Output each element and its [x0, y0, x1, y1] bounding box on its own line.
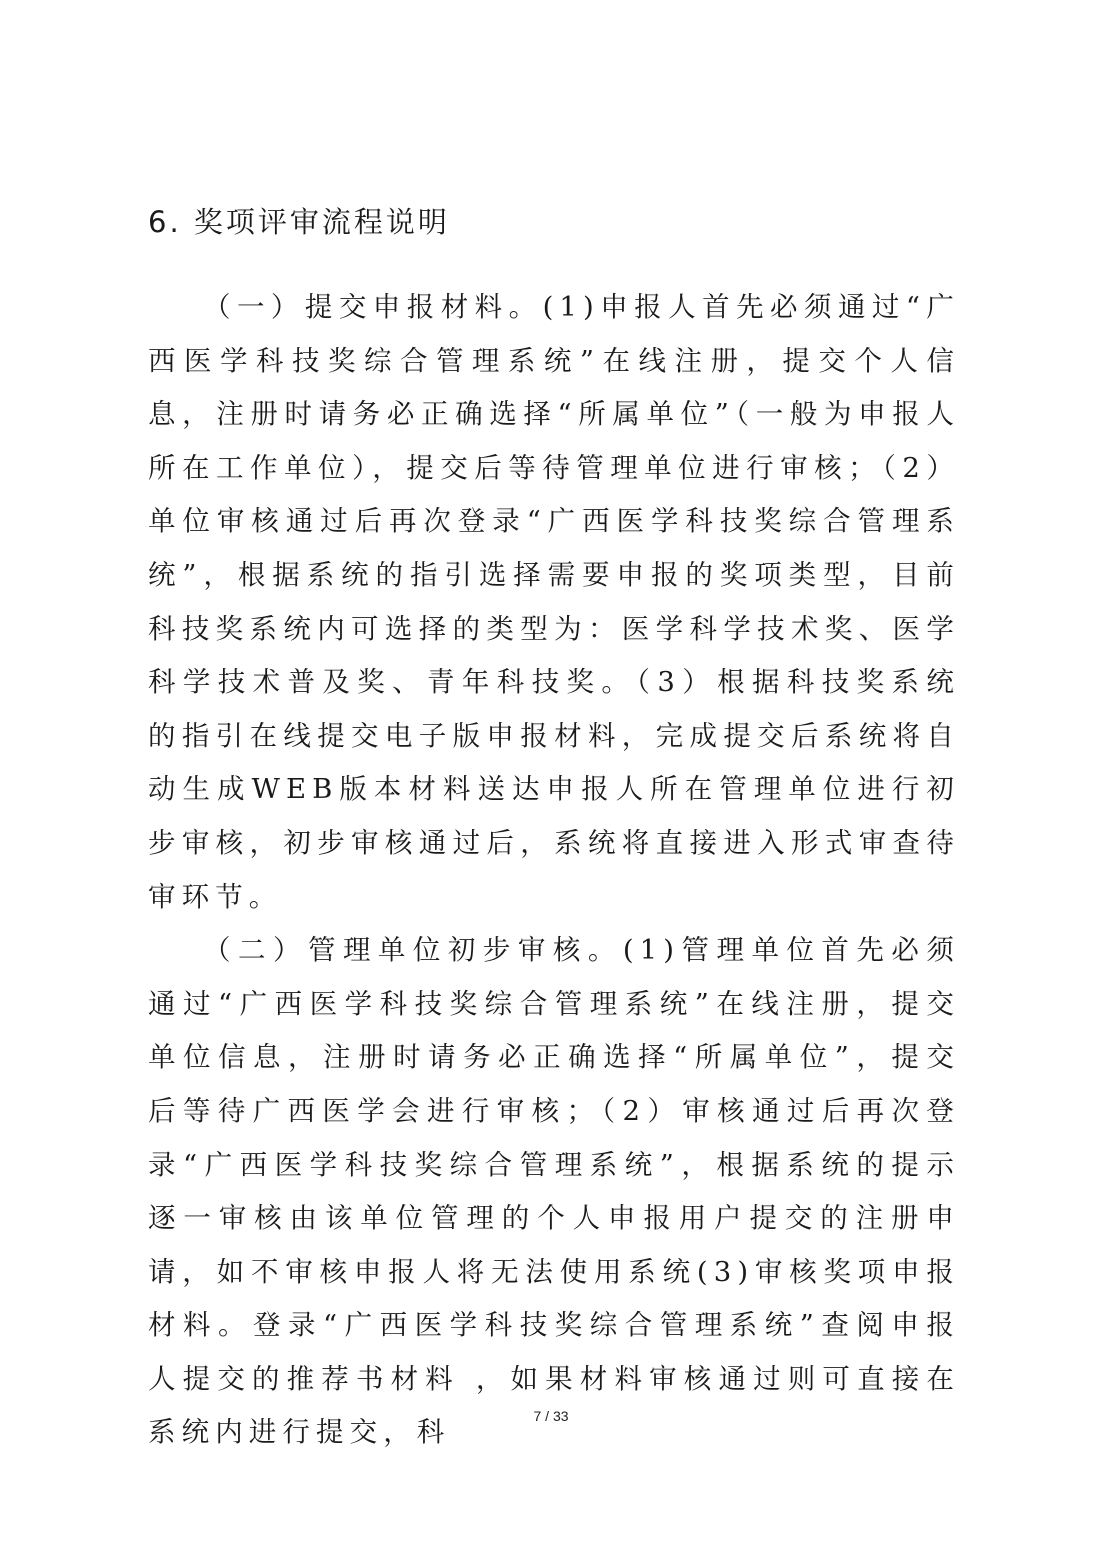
page-number: 7 / 33: [533, 1408, 569, 1424]
paragraph-submit-materials: （一）提交申报材料。(1)申报人首先必须通过“广西医学科技奖综合管理系统”在线注册，提交个人信息，注册时请务必正确选择“所属单位”（一般为申报人所在工作单位），提交后等待管理单位进行审核；（2）单位审核通过后再次登录“广西医学科技奖综合管理系统”，根据系统的指引选择需要申报的奖项类型，目前科技奖系统内可选择的类型为：医学科学技术奖、医学科学技术普及奖、青年科技奖。（3）根据科技奖系统的指引在线提交电子版申报材料，完成提交后系统将自动生成WEB版本材料送达申报人所在管理单位进行初步审核，初步审核通过后，系统将直接进入形式审查待审环节。: [148, 291, 960, 913]
document-body: [148, 281, 960, 1460]
paragraph-unit-review: （二）管理单位初步审核。(1)管理单位首先必须通过“广西医学科技奖综合管理系统”在线注册，提交单位信息，注册时请务必正确选择“所属单位”，提交后等待广西医学会进行审核；（2）审核通过后再次登录“广西医学科技奖综合管理系统”，根据系统的提示逐一审核由该单位管理的个人申报用户提交的注册申请，如不审核申报人将无法使用系统(3)审核奖项申报材料。登录“广西医学科技奖综合管理系统”查阅申报人提交的推荐书材料 ，如果材料审核通过则可直接在系统内进行提交，科: [148, 934, 960, 1449]
section-heading: 6. 奖项评审流程说明: [148, 205, 450, 239]
